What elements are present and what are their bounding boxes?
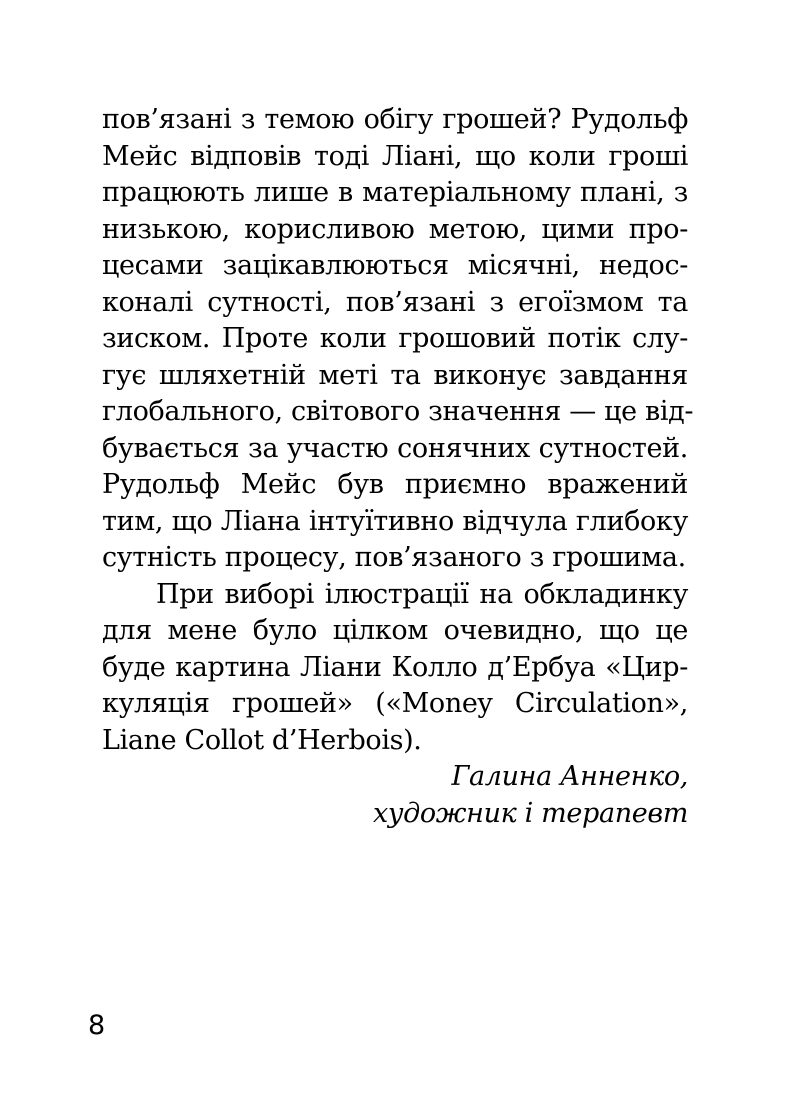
signature-block xyxy=(102,759,688,832)
page-text xyxy=(102,102,694,832)
paragraph-2 xyxy=(102,577,688,760)
text-line: конaлі сутності, пов’язані з егоїзмом та xyxy=(102,286,688,318)
page-number: 8 xyxy=(88,1010,106,1041)
text-line: пов’язані з темою обігу грошей? Рудольф xyxy=(102,104,688,135)
signature-name: Галина Анненко, xyxy=(451,761,688,792)
text-line: працюють лише в матеріальному плані, з xyxy=(102,177,688,208)
text-line: низькою, корисливою метою, цими про- xyxy=(102,213,688,245)
text-line: для мене було цілком очевидно, що це xyxy=(102,615,688,646)
text-line: глобального, світового значення — це від- xyxy=(102,396,694,427)
text-line: При виборі ілюстрації на обкладинку xyxy=(156,578,688,610)
text-line: зиском. Проте коли грошовий потік слу- xyxy=(102,323,688,354)
text-line: сутність процесу, пов’язаного з грошима. xyxy=(102,542,686,573)
text-line: бувається за участю сонячних сутностей. xyxy=(102,432,688,464)
text-line: цесами зацікавлюються місячні, недос- xyxy=(102,250,688,281)
text-line: Рудольф Мейс був приємно вражений xyxy=(102,469,688,500)
text-line: Мейс відповів тоді Ліані, що коли гроші xyxy=(102,140,688,172)
text-line: тим, що Ліана інтуїтивно відчула глибоку xyxy=(102,505,688,537)
text-line: куляція грошей» («Money Circulation», xyxy=(102,688,688,719)
paragraph-1 xyxy=(102,102,694,577)
text-line: Liane Collot d’Herbois). xyxy=(102,724,422,756)
text-line: буде картина Ліани Колло д’Ербуа «Цир- xyxy=(102,651,688,683)
text-line: гує шляхетній меті та виконує завдання xyxy=(102,359,688,391)
signature-role: художник і терапевт xyxy=(372,797,688,829)
